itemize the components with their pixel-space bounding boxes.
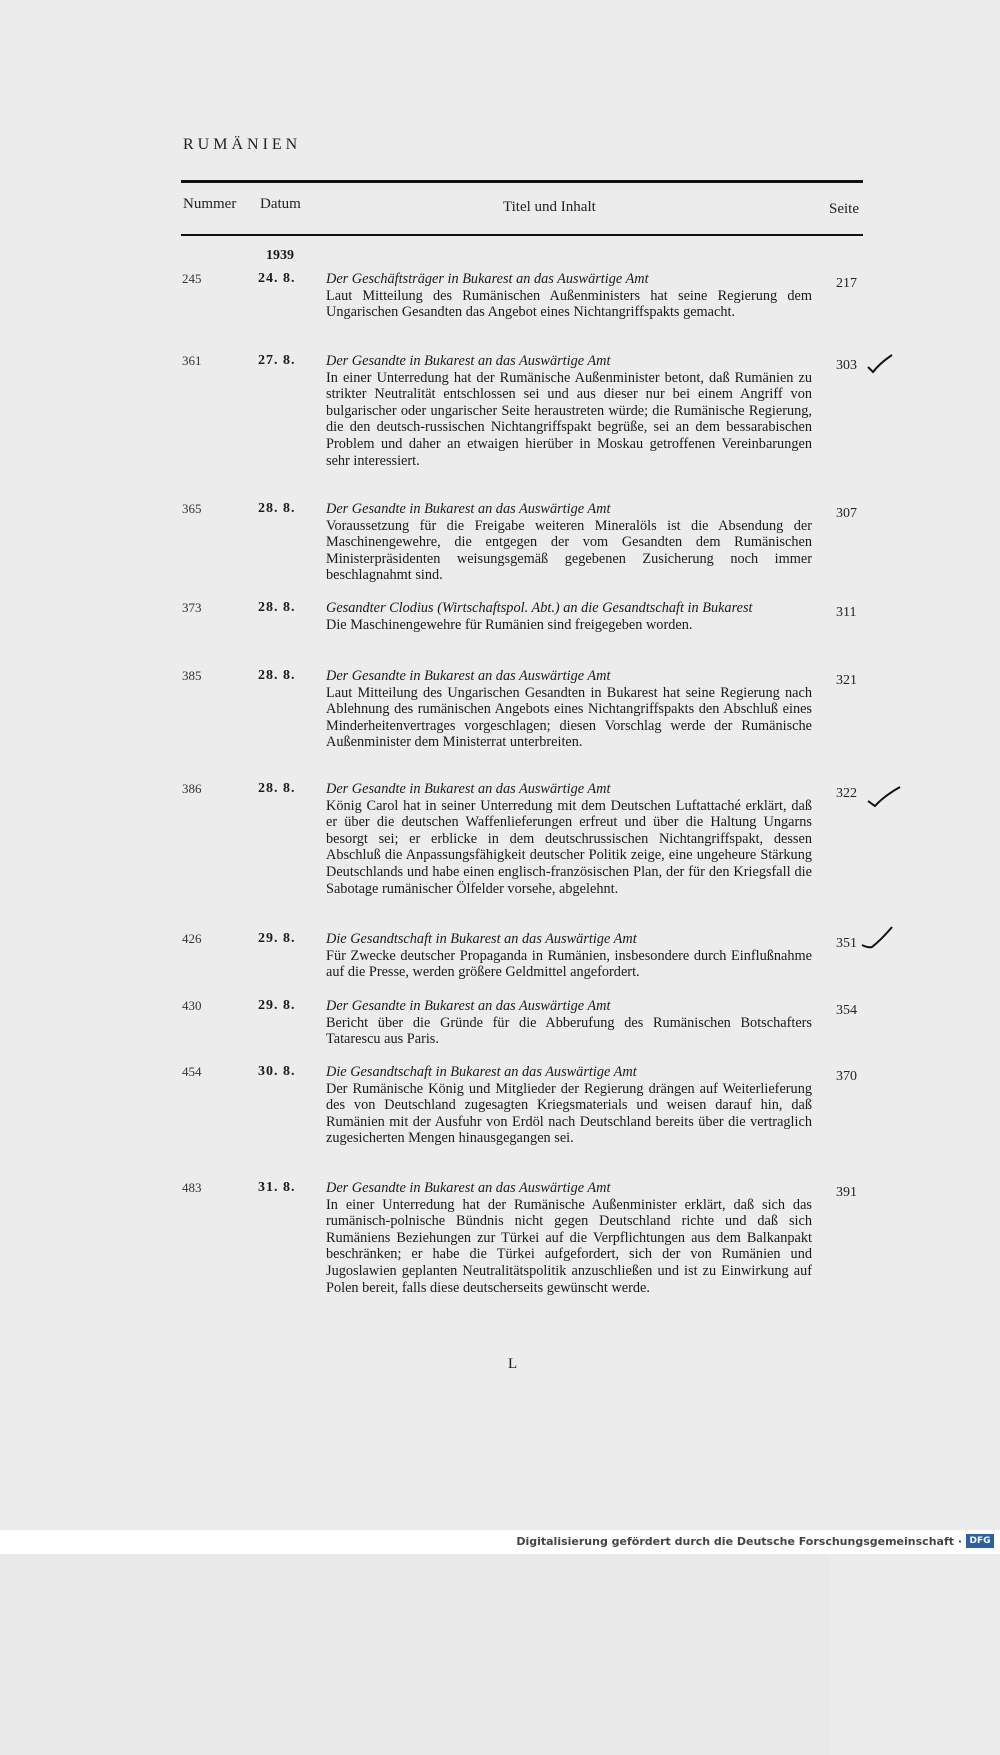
entry-date: 31. 8.: [258, 1180, 296, 1195]
entry-summary: Laut Mitteilung des Rumänischen Außenministers hat seine Regierung dem Ungarischen Gesandten das Angebot eines Nichtangriffspakts gemacht.: [326, 287, 812, 321]
page-folio: L: [508, 1356, 518, 1372]
entry-date: 30. 8.: [258, 1064, 296, 1079]
entry-text: [326, 998, 812, 1048]
entry-text: [326, 931, 812, 981]
entry-page: 391: [836, 1185, 857, 1200]
column-header-title: Titel und Inhalt: [503, 199, 596, 215]
column-header-page: Seite: [829, 201, 1000, 1755]
entry-title: Der Gesandte in Bukarest an das Auswärtige Amt: [326, 1180, 611, 1196]
entry-number: 361: [182, 353, 202, 368]
entry-page: 370: [836, 1069, 857, 1084]
entry-page: 307: [836, 506, 857, 521]
entry-number: 483: [182, 1180, 202, 1195]
entry-summary: In einer Unterredung hat der Rumänische Außenminister betont, daß Rumänien zu strikter Neutralität entschlossen sei und aus dieser nur bei einem Angriff von bulgarischer oder ungarischer Seite heraustreten würde; die Rumänische Regierung, die den deutsch-russischen Nichtangriffspakt begrüße, sei an dem bessarabischen Problem und daher an etwaigen hierüber in Moskau getroffenen Vereinbarungen sehr interessiert.: [326, 369, 812, 469]
entry-page: 354: [836, 1003, 857, 1018]
entry-summary: Voraussetzung für die Freigabe weiteren Mineralöls ist die Absendung der Maschinengewehre, die entgegen der vom Gesandten dem Rumänischen Ministerpräsidenten weisungsgemäß gegebenen Zusicherung noch immer beschlagnahmt sind.: [326, 517, 812, 584]
dfg-logo-icon: DFG: [966, 1534, 994, 1548]
entry-date: 28. 8.: [258, 781, 296, 796]
entry-date: 28. 8.: [258, 600, 296, 615]
entry-page: 321: [836, 673, 857, 688]
entry-text: [326, 668, 812, 751]
footer-bar: [0, 1530, 1000, 1554]
footer-credit: Digitalisierung gefördert durch die Deutsche Forschungsgemeinschaft ·: [516, 1535, 962, 1548]
entry-number: 386: [182, 781, 202, 796]
entry-text: [326, 271, 812, 321]
entry-number: 245: [182, 271, 202, 286]
year-heading: 1939: [266, 248, 294, 263]
entry-text: [326, 600, 812, 633]
entry-number: 373: [182, 600, 202, 615]
column-header-number: Nummer: [183, 196, 237, 212]
column-header-date: Datum: [260, 196, 301, 212]
entry-text: [326, 781, 812, 897]
entry-page: 351: [836, 936, 857, 951]
entry-page: 322: [836, 786, 857, 801]
entry-date: 28. 8.: [258, 668, 296, 683]
entry-summary: Der Rumänische König und Mitglieder der Regierung drängen auf Weiterlieferung des von Deutschland zugesagten Kriegsmaterials und weisen darauf hin, daß Rumänien mit der Ausfuhr von Erdöl nach Deutschland bereits über die vertraglich zugesicherten Mengen hinausgegangen sei.: [326, 1080, 812, 1147]
entry-summary: Laut Mitteilung des Ungarischen Gesandten in Bukarest hat seine Regierung nach Ablehnung des rumänischen Angebots eines Nichtangriffspakts den Abschluß eines Minderheitenvertrages vorgeschlagen; diesen Vorschlag werde der Rumänische Außenminister dem Ministerrat unterbreiten.: [326, 684, 812, 751]
entry-title: Der Gesandte in Bukarest an das Auswärtige Amt: [326, 353, 611, 369]
entry-summary: Die Maschinengewehre für Rumänien sind freigegeben worden.: [326, 616, 693, 633]
entry-title: Der Gesandte in Bukarest an das Auswärtige Amt: [326, 501, 611, 517]
entry-title: Der Geschäftsträger in Bukarest an das Auswärtige Amt: [326, 271, 649, 287]
entry-summary: In einer Unterredung hat der Rumänische Außenminister erklärt, daß sich das rumänisch-polnische Bündnis nicht gegen Deutschland richte und daß sich Rumäniens Beziehungen zur Türkei auf die Verpflichtungen aus dem Balkanpakt beschränken; er habe die Türkei aufgefordert, sich der von Rumänien und Jugoslawien geplanten Neutralitätspolitik anzuschließen und ist zu Einwirkung auf Polen bereit, falls diese deutscherseits gewünscht werde.: [326, 1196, 812, 1296]
entry-text: [326, 353, 812, 469]
checkmark-icon: [860, 925, 894, 951]
entry-page: 303: [836, 358, 857, 373]
entry-page: 217: [836, 276, 857, 291]
entry-number: 426: [182, 931, 202, 946]
entry-summary: König Carol hat in seiner Unterredung mit dem Deutschen Luftattaché erklärt, daß er über die deutschen Waffenlieferungen erfreut und über die Haltung Ungarns besorgt sei; er erblicke in dem deutschrussischen Nichtangriffspakt, dessen Abschluß die Anpassungsfähigkeit deutscher Politik zeige, eine ungeheure Stärkung Deutschlands und habe einen englisch-französischen Plan, der für den Kriegsfall die Sabotage rumänischer Ölfelder vorsehe, abgelehnt.: [326, 797, 812, 897]
entry-title: Der Gesandte in Bukarest an das Auswärtige Amt: [326, 998, 611, 1014]
entry-date: 27. 8.: [258, 353, 296, 368]
entry-summary: Für Zwecke deutscher Propaganda in Rumänien, insbesondere durch Einflußnahme auf die Presse, werden größere Geldmittel angefordert.: [326, 947, 812, 981]
entry-summary: Bericht über die Gründe für die Abberufung des Rumänischen Botschafters Tatarescu aus Paris.: [326, 1014, 812, 1048]
checkmark-icon: [866, 353, 894, 375]
entry-number: 430: [182, 998, 202, 1013]
entry-date: 24. 8.: [258, 271, 296, 286]
entry-text: [326, 1064, 812, 1147]
entry-date: 28. 8.: [258, 501, 296, 516]
entry-number: 365: [182, 501, 202, 516]
entry-number: 454: [182, 1064, 202, 1079]
entry-title: Die Gesandtschaft in Bukarest an das Auswärtige Amt: [326, 931, 637, 947]
entry-date: 29. 8.: [258, 931, 296, 946]
entry-title: Der Gesandte in Bukarest an das Auswärtige Amt: [326, 781, 611, 797]
entry-text: [326, 501, 812, 584]
entry-date: 29. 8.: [258, 998, 296, 1013]
entry-number: 385: [182, 668, 202, 683]
entry-text: [326, 1180, 812, 1296]
entry-title: Der Gesandte in Bukarest an das Auswärtige Amt: [326, 668, 611, 684]
entry-page: 311: [836, 605, 857, 620]
header-rule-bottom: [181, 234, 863, 236]
entry-title: Die Gesandtschaft in Bukarest an das Auswärtige Amt: [326, 1064, 637, 1080]
checkmark-icon: [866, 785, 902, 809]
header-rule-top: [181, 180, 863, 183]
entry-title: Gesandter Clodius (Wirtschaftspol. Abt.) an die Gesandtschaft in Bukarest: [326, 600, 753, 616]
section-title: RUMÄNIEN: [183, 136, 302, 153]
